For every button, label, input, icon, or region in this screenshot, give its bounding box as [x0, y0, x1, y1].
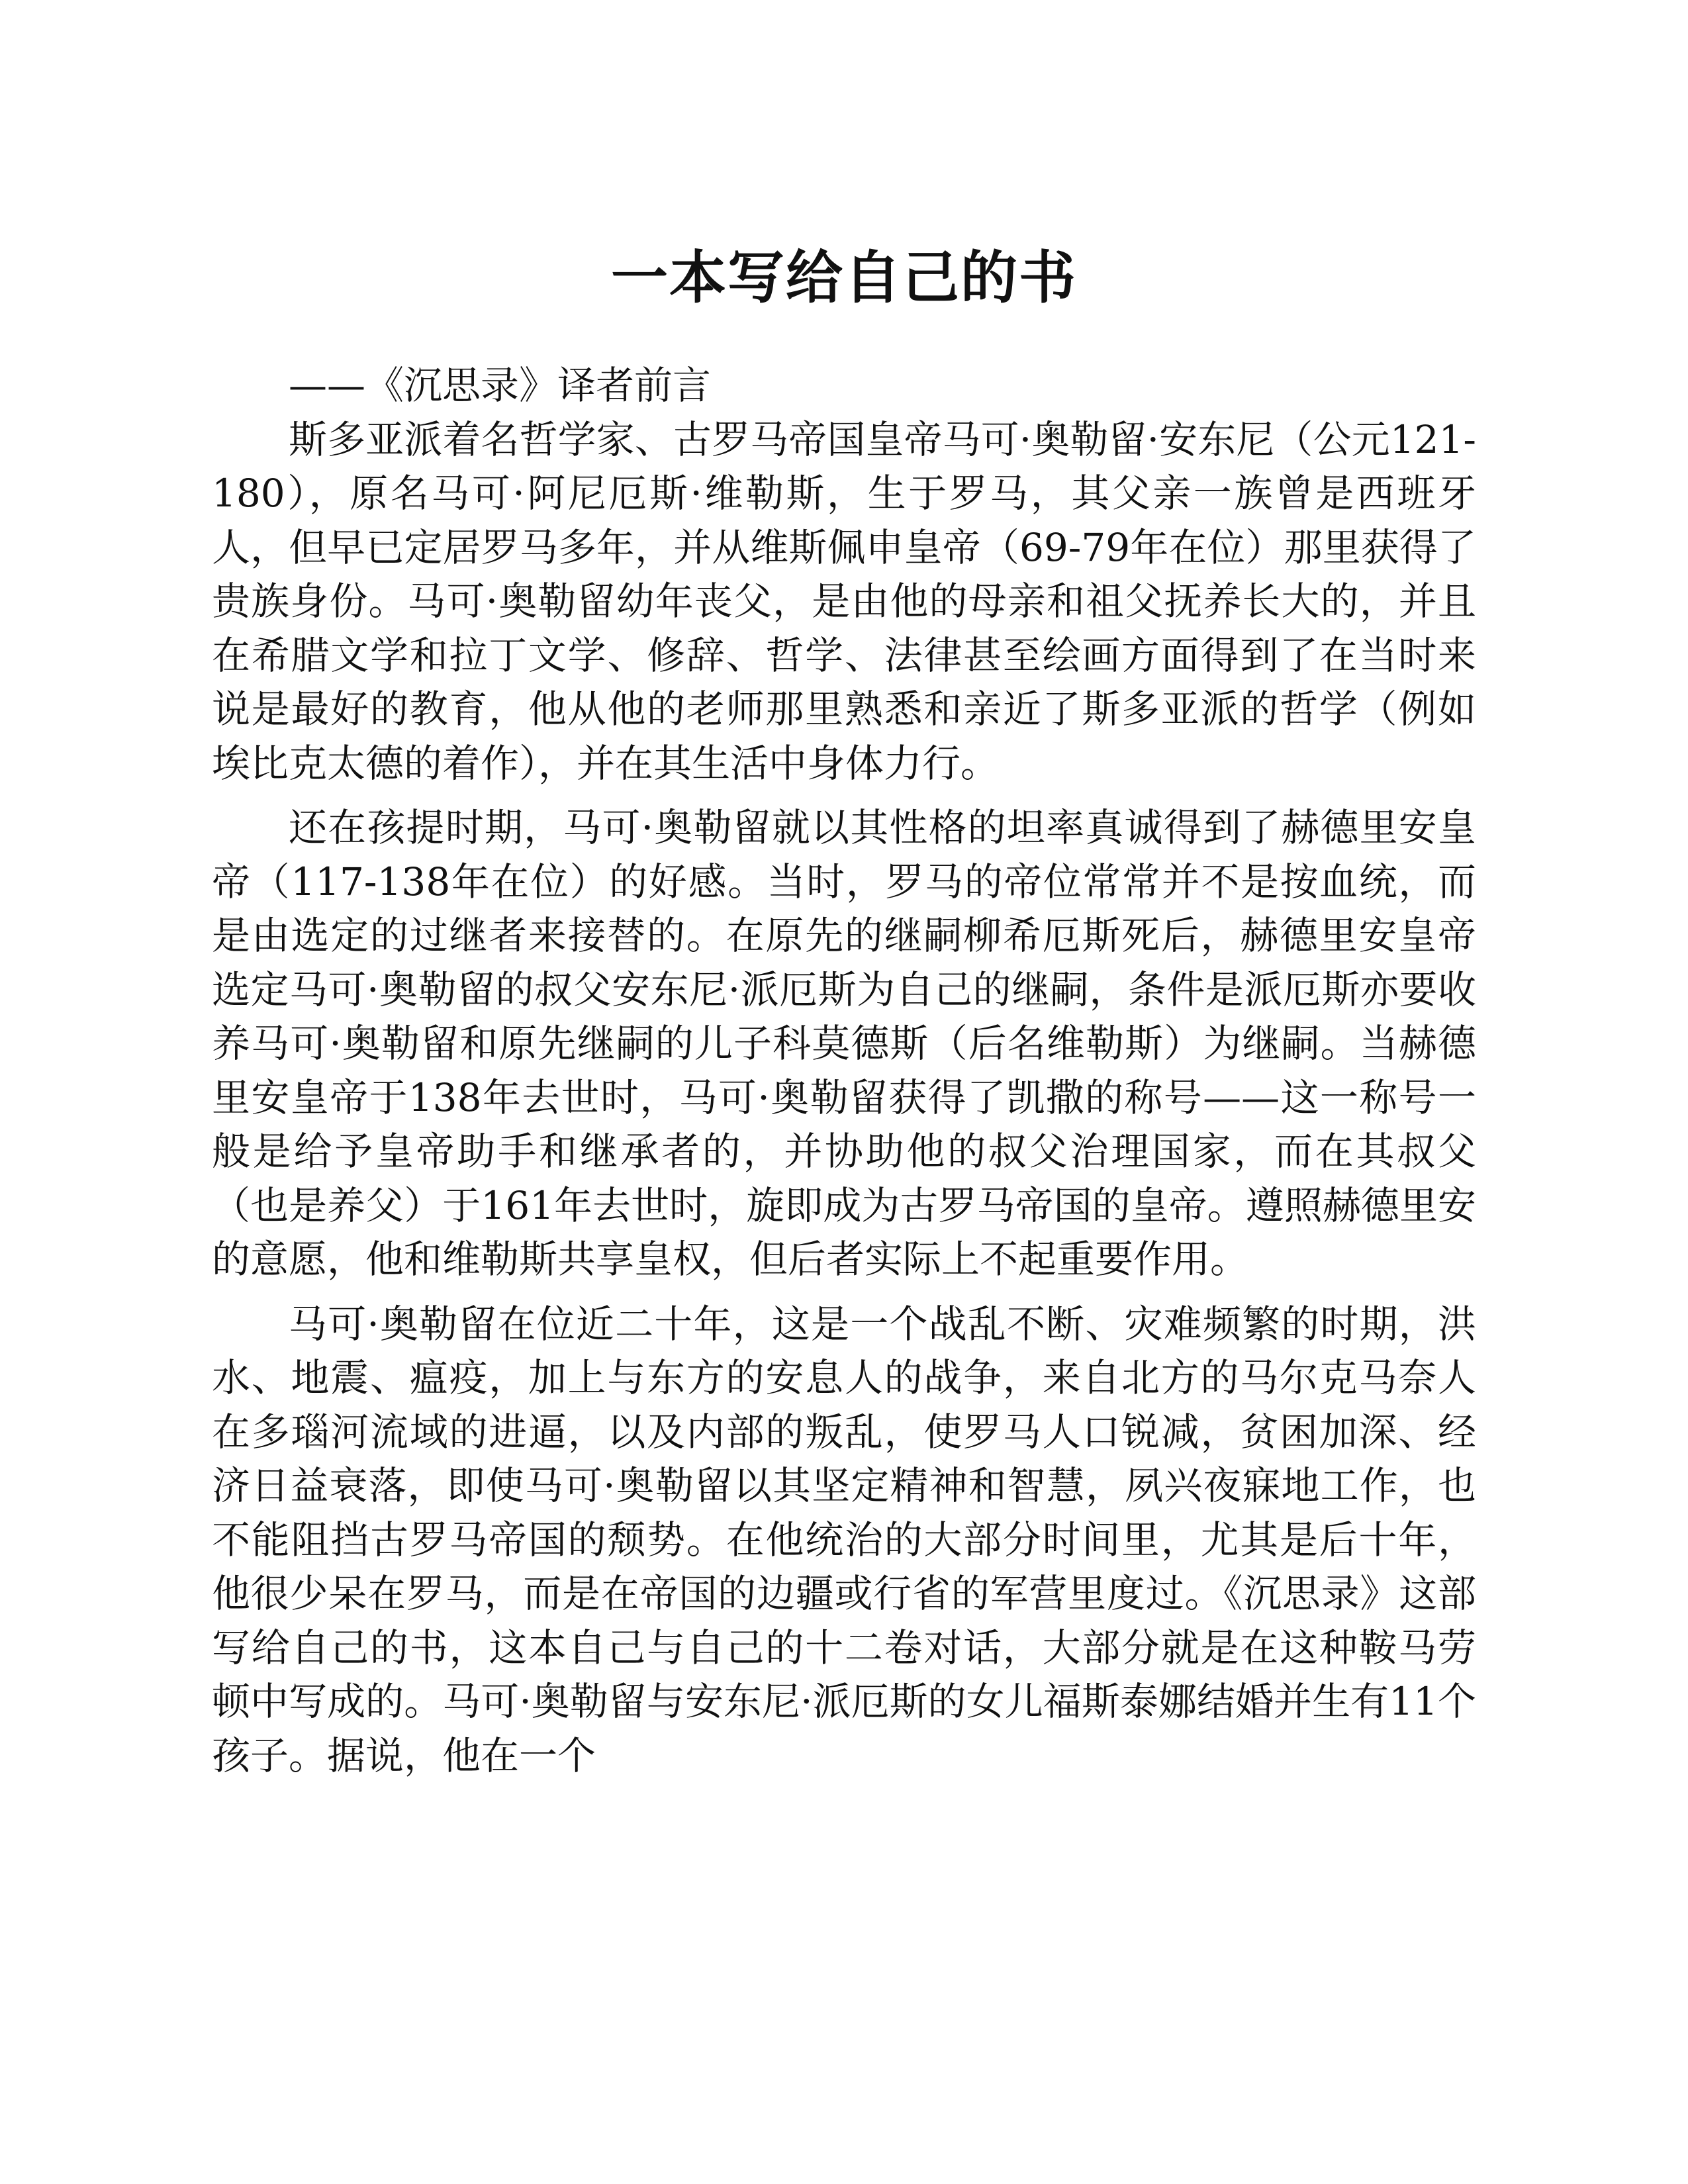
paragraph-1: 斯多亚派着名哲学家、古罗马帝国皇帝马可·奥勒留·安东尼（公元121-180），原名马可·阿尼厄斯·维勒斯，生于罗马，其父亲一族曾是西班牙人，但早已定居罗马多年，并从维斯佩申皇帝（69-79年在位）那里获得了贵族身份。马可·奥勒留幼年丧父，是由他的母亲和祖父抚养长大的，并且在希腊文学和拉丁文学、修辞、哲学、法律甚至绘画方面得到了在当时来说是最好的教育，他从他的老师那里熟悉和亲近了斯多亚派的哲学（例如埃比克太德的着作），并在其生活中身体力行。: [212, 416, 1476, 786]
document-title: 一本写给自己的书: [611, 244, 1077, 311]
paragraph-2: 还在孩提时期，马可·奥勒留就以其性格的坦率真诚得到了赫德里安皇帝（117-138年在位）的好感。当时，罗马的帝位常常并不是按血统，而是由选定的过继者来接替的。在原先的继嗣柳希厄斯死后，赫德里安皇帝选定马可·奥勒留的叔父安东尼·派厄斯为自己的继嗣，条件是派厄斯亦要收养马可·奥勒留和原先继嗣的儿子科莫德斯（后名维勒斯）为继嗣。当赫德里安皇帝于138年去世时，马可·奥勒留获得了凯撒的称号——这一称号一般是给予皇帝助手和继承者的，并协助他的叔父治理国家，而在其叔父（也是养父）于161年去世时，旋即成为古罗马帝国的皇帝。遵照赫德里安的意愿，他和维勒斯共享皇权，但后者实际上不起重要作用。: [212, 805, 1476, 1282]
document-subtitle: ——《沉思录》译者前言: [289, 363, 712, 408]
paragraph-3: 马可·奥勒留在位近二十年，这是一个战乱不断、灾难频繁的时期，洪水、地震、瘟疫，加上与东方的安息人的战争，来自北方的马尔克马奈人在多瑙河流域的进逼，以及内部的叛乱，使罗马人口锐减，贫困加深、经济日益衰落，即使马可·奥勒留以其坚定精神和智慧，夙兴夜寐地工作，也不能阻挡古罗马帝国的颓势。在他统治的大部分时间里，尤其是后十年，他很少呆在罗马，而是在帝国的边疆或行省的军营里度过。《沉思录》这部写给自己的书，这本自己与自己的十二卷对话，大部分就是在这种鞍马劳顿中写成的。马可·奥勒留与安东尼·派厄斯的女儿福斯泰娜结婚并生有11个孩子。据说，他在一个: [212, 1301, 1476, 1778]
document-page: [212, 238, 1476, 1783]
